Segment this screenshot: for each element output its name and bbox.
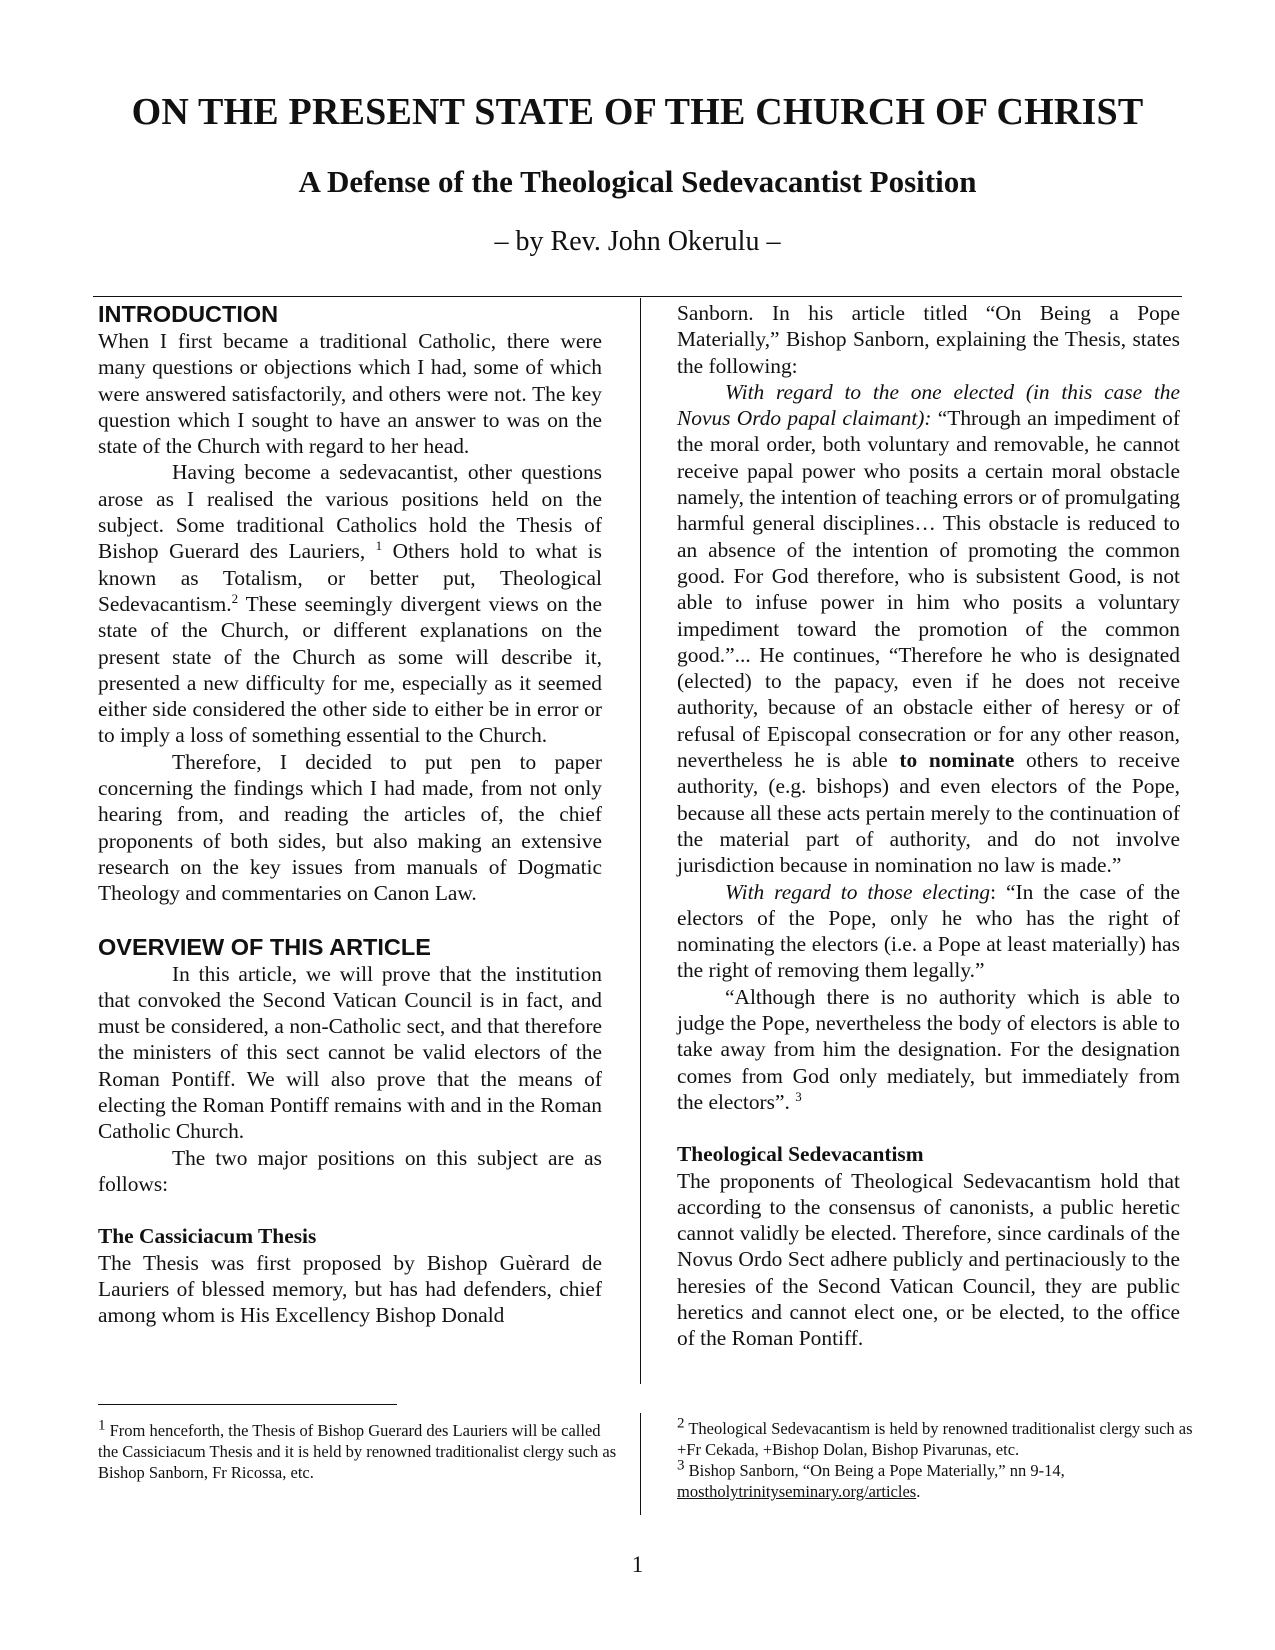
right-column [677, 300, 1180, 1352]
document-subtitle: A Defense of the Theological Sedevacantist Position [298, 164, 977, 199]
quote2-italic-lead: With regard to those electing [725, 879, 991, 904]
intro-p2-part-c: These seemingly divergent views on the state of the Church, or different explanations on the present state of the Church as some will describe it, presented a new difficulty for me, especially as it seemed either side considered the other side to either be in error or to imply a loss of something essential to the Church. [98, 591, 602, 748]
footnote-1 [98, 1417, 618, 1483]
footnotes-left [98, 1417, 618, 1483]
document-title: ON THE PRESENT STATE OF THE CHURCH OF CHRIST [131, 91, 1144, 133]
page-number: 1 [631, 1552, 644, 1577]
column-divider [640, 298, 641, 1384]
quote-paragraph-2 [677, 879, 1180, 984]
author-byline: – by Rev. John Okerulu – [494, 226, 781, 257]
theological-sedevacantism-heading: Theological Sedevacantism [677, 1142, 924, 1167]
footnote-3-link[interactable]: mostholytrinityseminary.org/articles [677, 1482, 917, 1501]
quote-paragraph-3 [677, 984, 1180, 1115]
footnote-2-number: 2 [677, 1415, 685, 1432]
intro-p2-part-b: Others hold to what is known as Totalism, or better put, Theological Sedevacantism. [98, 539, 602, 616]
quote2-text: : “In the case of the electors of the Pope, only he who has the right of nominating the electors (i.e. a Pope at least materially) has the right of removing them legally.” [677, 879, 1180, 983]
intro-paragraph-2 [98, 459, 602, 748]
overview-heading: OVERVIEW OF THIS ARTICLE [98, 933, 431, 960]
quote1-bold-phrase: to nominate [899, 748, 1015, 773]
footnote-ref-1[interactable]: 1 [375, 538, 383, 554]
left-column [98, 300, 602, 1328]
footnote-rule [98, 1404, 397, 1405]
introduction-heading: INTRODUCTION [98, 301, 279, 327]
overview-paragraph-1: In this article, we will prove that the institution that convoked the Second Vatican Council is in fact, and must be considered, a non-Catholic sect, and that therefore the ministers of this sect cannot be valid electors of the Roman Pontiff. We will also prove that the means of electing the Roman Pontiff remains with and in the Roman Catholic Church. [98, 961, 602, 1144]
thesis-paragraph-1: The Thesis was first proposed by Bishop Guèrard de Lauriers of blessed memory, but has had defenders, chief among whom is His Excellency Bishop Donald [98, 1250, 602, 1328]
footnote-1-number: 1 [98, 1417, 106, 1434]
intro-p2-part-a: Having become a sedevacantist, other questions arose as I realised the various positions held on the subject. Some traditional Catholics hold the Thesis of Bishop Guerard des Lauriers, [98, 460, 602, 564]
footnote-3-end: . [916, 1482, 921, 1501]
footnote-1-text: From henceforth, the Thesis of Bishop Guerard des Lauriers will be called the Cassiciacum Thesis and it is held by renowned traditionalist clergy such as Bishop Sanborn, Fr Ricossa, etc. [98, 1421, 617, 1482]
intro-paragraph-3: Therefore, I decided to put pen to paper concerning the findings which I had made, from not only hearing from, and reading the articles of, the chief proponents of both sides, but also making an extensive research on the key issues from manuals of Dogmatic Theology and commentaries on Canon Law. [98, 749, 602, 906]
footnote-ref-3[interactable]: 3 [795, 1088, 802, 1104]
header-rule [93, 296, 1182, 297]
quote3-text: “Although there is no authority which is able to judge the Pope, nevertheless the body of electors is able to take away from him the designation. For the designation comes from God only mediately, but immediately from the electors”. [677, 984, 1180, 1114]
footnote-2 [677, 1415, 1197, 1460]
quote1-text-a: “Through an impediment of the moral order, both voluntary and removable, he cannot receive papal power who posits a certain moral obstacle namely, the intention of teaching errors or of promulgating harmful general disciplines… This obstacle is reduced to an absence of the intention of promoting the common good. For God therefore, who is subsistent Good, is not able to infuse power in him who posits a voluntary impediment toward the promotion of the common good.”... He continues, “Therefore he who is designated (elected) to the papacy, even if he does not receive authority, because of an obstacle either of heresy or of refusal of Episcopal consecration or for any other reason, nevertheless he is able [677, 406, 1180, 773]
footnote-3-text: Bishop Sanborn, “On Being a Pope Materially,” nn 9-14, [684, 1461, 1065, 1480]
footnote-column-divider [640, 1413, 641, 1515]
footnote-2-text: Theological Sedevacantism is held by renowned traditionalist clergy such as +Fr Cekada, +Bishop Dolan, Bishop Pivarunas, etc. [677, 1419, 1193, 1459]
footnote-ref-2[interactable]: 2 [231, 590, 239, 606]
overview-paragraph-2: The two major positions on this subject are as follows: [98, 1145, 602, 1196]
footnote-3-number: 3 [677, 1457, 685, 1474]
theological-paragraph-1: The proponents of Theological Sedevacantism hold that according to the consensus of canonists, a public heretic cannot validly be elected. Therefore, since cardinals of the Novus Ordo Sect adhere publicly and pertinaciously to the heresies of the Second Vatican Council, they are public heretics and cannot elect one, or be elected, to the office of the Roman Pontiff. [677, 1168, 1180, 1351]
quote1-text-b: others to receive authority, (e.g. bishops) and even electors of the Pope, because all these acts pertain merely to the continuation of the material part of authority, and do not involve jurisdiction because in nomination no law is made.” [677, 748, 1180, 878]
continued-paragraph: Sanborn. In his article titled “On Being a Pope Materially,” Bishop Sanborn, explaining the Thesis, states the following: [677, 301, 1180, 378]
footnote-3 [677, 1457, 1197, 1502]
quote1-italic-lead: With regard to the one elected (in this case the Novus Ordo papal claimant): [677, 379, 1180, 431]
intro-paragraph-1: When I first became a traditional Catholic, there were many questions or objections which I had, some of which were answered satisfactorily, and others were not. The key question which I sought to have an answer to was on the state of the Church with regard to her head. [98, 329, 602, 459]
footnotes-right [677, 1415, 1197, 1502]
cassiciacum-thesis-heading: The Cassiciacum Thesis [98, 1224, 317, 1249]
quote-paragraph-1 [677, 379, 1180, 879]
